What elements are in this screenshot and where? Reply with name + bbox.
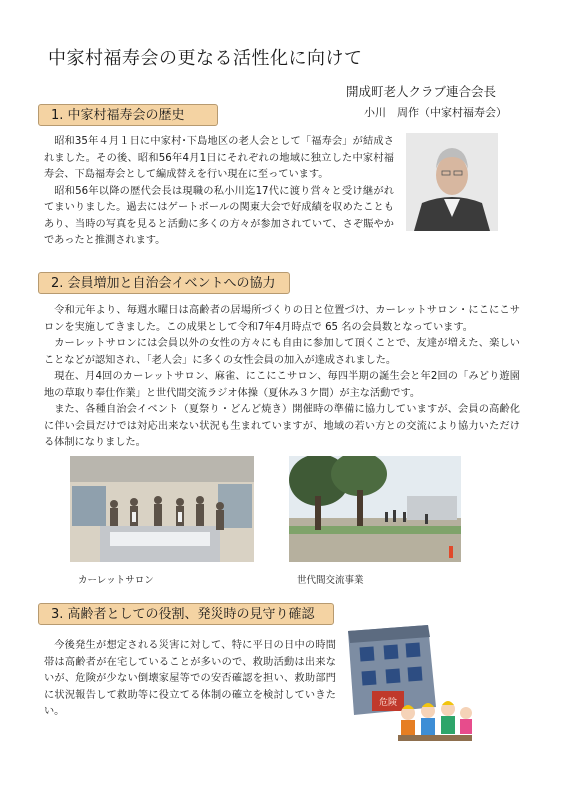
- organization: 開成町老人クラブ連合会長: [346, 84, 497, 99]
- section-3-text: [44, 638, 336, 721]
- section-2-heading: 2. 会員増加と自治会イベントへの協力: [38, 272, 290, 294]
- paragraph: 今後発生が想定される災害に対して、特に平日の日中の時間帯は高齢者が在宅していることが多いので、救助活動は出来ないが、危険が少ない倒壊家屋等での安否確認を担い、救助部門に状況報告して救助等に役立てる体制の確立を検討していきたい。: [44, 640, 336, 717]
- disaster-illustration: [344, 625, 476, 753]
- paragraph: 昭和35年４月１日に中家村･下島地区の老人会として「福寿会」が結成されました。その後、昭和56年4月1日にそれぞれの地域に独立した中家村福寿会、下島福寿会として編成替えを行い現在に至っています。: [44, 136, 394, 180]
- section-2-text: [44, 303, 520, 452]
- paragraph: また、各種自治会イベント（夏祭り・どんど焼き）開催時の準備に協力していますが、会員の高齢化に伴い会員だけでは対応出来ない状況も生まれていますが、地域の若い方との交流により協力いただける体制になりました。: [44, 404, 520, 448]
- photo-carlet-salon: [70, 456, 254, 562]
- paragraph: 令和元年より、毎週水曜日は高齢者の居場所づくりの日と位置づけ、カーレットサロン・にこにこサロンを実施してきました。この成果として令和7年4月時点で 65 名の会員数となっています。: [44, 305, 520, 333]
- paragraph: 現在、月4回のカーレットサロン、麻雀、にこにこサロン、毎四半期の誕生会と年2回の「みどり遊園地の草取り奉仕作業」と世代間交流ラジオ体操（夏休み３ケ間）が主な活動です。: [44, 371, 520, 399]
- section-1-heading: 1. 中家村福寿会の歴史: [38, 104, 218, 126]
- section-1-text: [44, 134, 394, 250]
- portrait-photo: [406, 133, 498, 231]
- danger-sign-text: 危険: [378, 698, 398, 708]
- page-title: 中家村福寿会の更なる活性化に向けて: [48, 48, 363, 69]
- paragraph: 昭和56年以降の歴代会長は現職の私小川迄17代に渡り営々と受け継がれてまいりました。過去にはゲートボールの関東大会で好成績を収めたこともあり、当時の写真を見ると活動に多くの方々が参加されていて、さぞ賑やかであったと推測されます。: [44, 185, 394, 246]
- photo-generational-exchange: [289, 456, 461, 562]
- paragraph: カーレットサロンには会員以外の女性の方々にも自由に参加して頂くことで、友達が増えた、楽しいことなどが認知され、「老人会」に多くの女性会員の加入が達成されました。: [44, 338, 520, 366]
- author: 小川 周作（中家村福寿会）: [364, 106, 507, 119]
- section-3-heading: 3. 高齢者としての役割、発災時の見守り確認: [38, 603, 334, 625]
- photo-caption-right: 世代間交流事業: [297, 575, 364, 586]
- photo-caption-left: カーレットサロン: [78, 575, 154, 586]
